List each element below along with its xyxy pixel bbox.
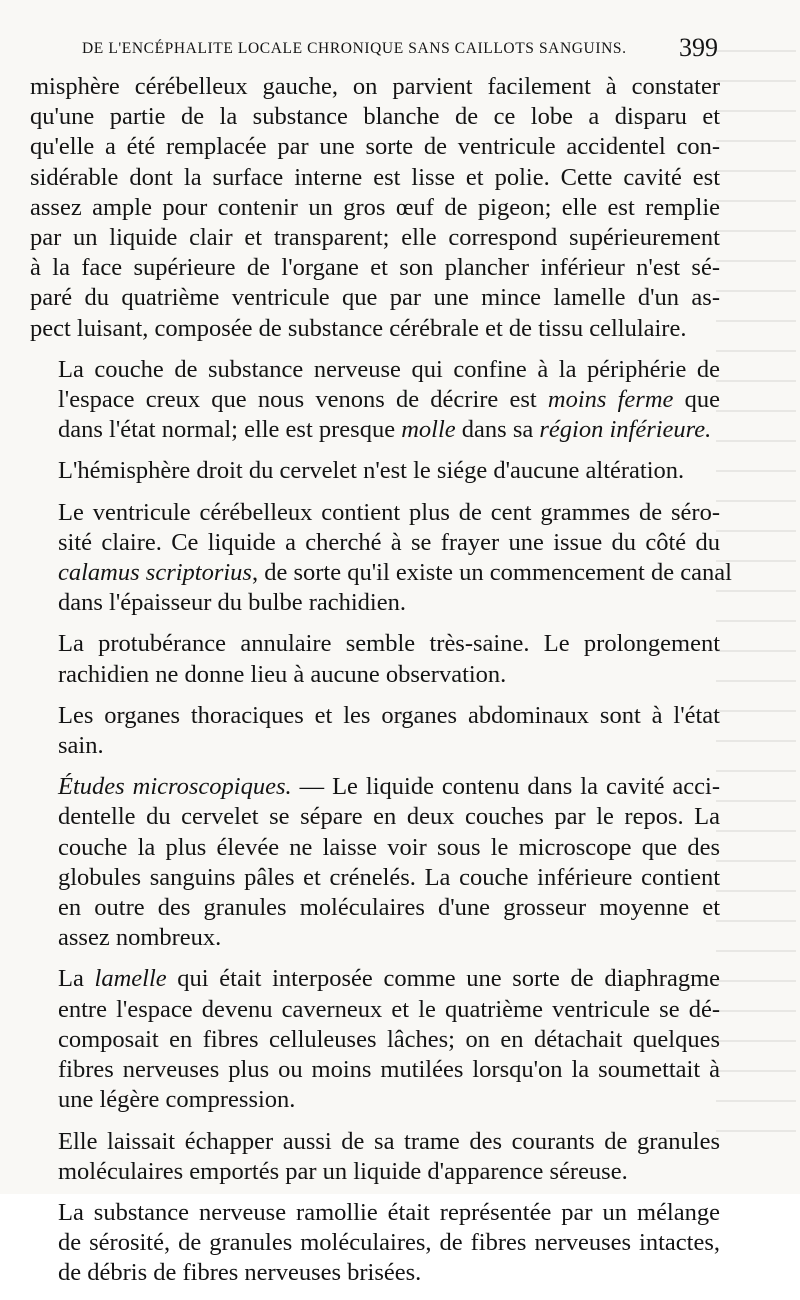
running-title: DE L'ENCÉPHALITE LOCALE CHRONIQUE SANS CAILLOTS SANGUINS. [82,40,627,57]
text-line [30,731,720,761]
text-line [30,660,720,690]
text-line [30,528,720,558]
text-run: La couche de substance nerveuse qui confine à la périphérie de [58,355,720,383]
paragraph [30,355,720,446]
text-line [30,498,720,528]
text-run: moléculaires emportés par un liquide d'apparence séreuse. [58,1157,628,1185]
text-run: qui était interposée comme une sorte de diaphragme [166,965,720,993]
text-run: par un liquide clair et transparent; elle correspond supérieurement [30,224,720,252]
italic-text: lamelle [94,965,167,993]
text-run: qu'une partie de la substance blanche de ce lobe a disparu et [30,103,720,131]
page-number: 399 [679,33,718,62]
text-line [30,283,720,313]
text-run: dans sa [455,416,540,444]
text-run: rachidien ne donne lieu à aucune observation. [58,660,507,688]
text-run: sain. [58,732,104,760]
text-run: dans l'état normal; elle est presque [58,416,402,444]
text-line [30,863,720,893]
body-text [30,72,732,1300]
text-run: de sérosité, de granules moléculaires, de fibres nerveuses intactes, [58,1229,720,1257]
text-line [30,385,720,415]
text-line [30,1025,720,1055]
text-line [30,1198,720,1228]
text-run: , de sorte qu'il existe un commencement de canal [251,559,732,587]
text-run: assez nombreux. [58,924,222,952]
text-line [30,193,720,223]
paragraph [30,701,720,761]
text-line [30,923,720,953]
italic-text: Études microscopiques. [58,773,292,801]
text-run: sité claire. Ce liquide a cherché à se frayer une issue du côté du [58,528,720,556]
text-line [30,1228,720,1258]
text-run: Le ventricule cérébelleux contient plus de cent grammes de séro- [58,498,720,526]
text-run: misphère cérébelleux gauche, on parvient facilement à constater [30,73,720,100]
text-line [30,102,720,132]
text-run: globules sanguins pâles et crénelés. La couche inférieure contient [58,863,720,891]
text-line [30,833,720,863]
text-run: Elle laissait échapper aussi de sa trame des courants de granules [58,1127,720,1155]
paragraph [30,1127,720,1187]
text-line [30,355,720,385]
text-line [30,701,720,731]
text-run: L'hémisphère droit du cervelet n'est le siége d'aucune altération. [58,457,685,485]
text-line [30,72,720,102]
text-line [30,893,720,923]
text-line [30,314,720,344]
text-run: assez ample pour contenir un gros œuf de pigeon; elle est remplie [30,193,720,221]
text-run: entre l'espace devenu caverneux et le quatrième ventricule se dé- [58,995,720,1023]
paragraph [30,629,720,689]
text-line [30,1085,720,1115]
italic-text: calamus scriptorius [58,559,252,587]
paragraph [30,772,720,953]
text-line [30,964,720,994]
text-line [30,995,720,1025]
italic-text: moins ferme [547,386,674,414]
text-line [30,1258,720,1288]
paragraph [30,964,720,1115]
text-line [30,163,720,193]
text-line [30,588,720,618]
italic-text: molle [401,416,456,444]
text-line [30,253,720,283]
text-line [30,1127,720,1157]
text-run: l'espace creux que nous venons de décrire est [58,386,548,414]
text-line [30,132,720,162]
running-head [82,33,718,70]
text-run: La protubérance annulaire semble très-saine. Le prolongement [58,630,720,658]
text-run: de débris de fibres nerveuses brisées. [58,1259,422,1287]
text-run: — Le liquide contenu dans la cavité acci- [291,773,720,801]
text-run: composait en fibres celluleuses lâches; on en détachait quelques [58,1025,720,1053]
text-run: couche la plus élevée ne laisse voir sous le microscope que des [58,833,720,861]
text-line [30,415,720,445]
text-run: Les organes thoraciques et les organes abdominaux sont à l'état [58,701,720,729]
text-line [30,772,720,802]
paragraph [30,456,720,486]
text-run: La substance nerveuse ramollie était représentée par un mélange [58,1198,720,1226]
text-run: paré du quatrième ventricule que par une mince lamelle d'un as- [30,284,720,312]
text-run: une légère compression. [58,1086,296,1114]
paragraph [30,498,732,619]
text-run: fibres nerveuses plus ou moins mutilées lorsqu'on la soumettait à [58,1056,720,1084]
text-run: que [673,386,720,414]
paragraph [30,72,720,344]
paragraph [30,1198,720,1289]
text-line [30,1157,720,1187]
text-run: dans l'épaisseur du bulbe rachidien. [58,589,406,617]
text-line [30,802,720,832]
text-line [30,629,720,659]
text-line [30,1055,720,1085]
text-run: dentelle du cervelet se sépare en deux couches par le repos. La [58,803,720,831]
text-run: qu'elle a été remplacée par une sorte de ventricule accidentel con- [30,133,720,161]
show-through-texture [716,50,796,1150]
text-line [30,223,720,253]
text-run: en outre des granules moléculaires d'une grosseur moyenne et [58,894,720,922]
italic-text: région inférieure. [539,416,712,444]
text-line [30,558,732,588]
text-run: pect luisant, composée de substance cérébrale et de tissu cellulaire. [30,314,687,342]
text-run: La [58,965,95,993]
text-run: sidérable dont la surface interne est lisse et polie. Cette cavité est [30,163,720,191]
text-run: à la face supérieure de l'organe et son plancher inférieur n'est sé- [30,254,720,282]
text-line [30,456,720,486]
